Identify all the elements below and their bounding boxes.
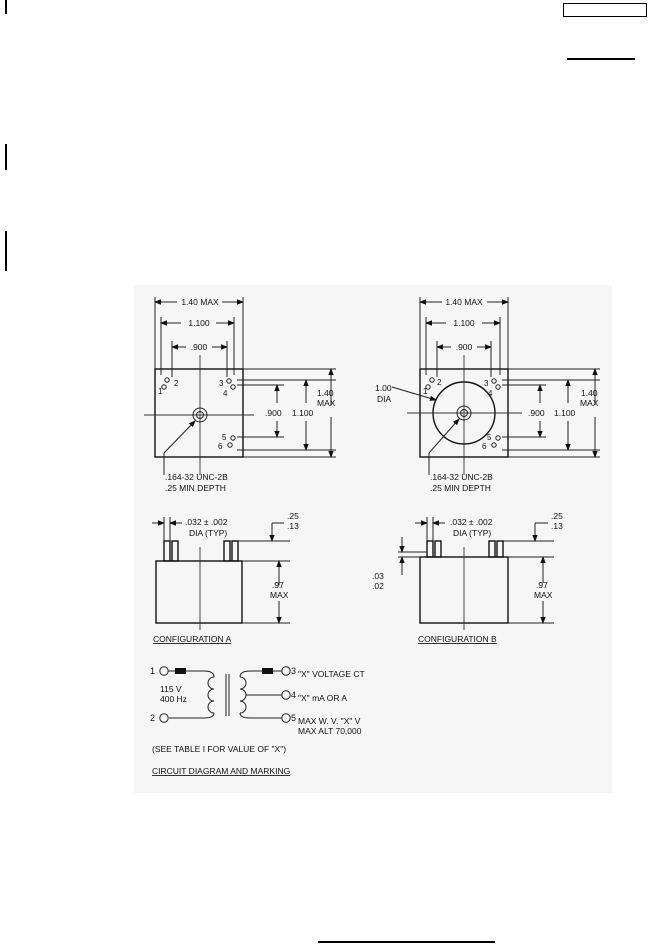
- pin-dia-dim: .032 ± .002: [450, 517, 493, 527]
- terminal-3-marking: "X" VOLTAGE CT: [298, 669, 365, 679]
- pin-6-label: 6: [482, 442, 487, 451]
- circuit-caption: CIRCUIT DIAGRAM AND MARKING: [152, 766, 291, 776]
- circuit-diagram: [150, 666, 365, 776]
- revision-bar: [5, 231, 7, 271]
- pin-5-label: 5: [222, 433, 227, 442]
- body-height-max: MAX: [534, 590, 553, 600]
- dim-height-outer: 1.40: [581, 388, 598, 398]
- header-box: [563, 3, 647, 17]
- thread-spec: .164-32 UNC-2B: [165, 472, 228, 482]
- dim-height-inner: .900: [528, 408, 545, 418]
- terminal-5-label: 5: [291, 713, 297, 723]
- pin-terminal: [228, 443, 232, 447]
- pin-3-label: 3: [484, 379, 489, 388]
- dim-height-mid: 1.100: [292, 408, 314, 418]
- terminal-4-marking: "X" mA OR A: [298, 693, 348, 703]
- terminal-5-marking: MAX W. V. "X" V: [298, 716, 361, 726]
- terminal-3: [282, 667, 290, 675]
- terminal-3-label: 3: [291, 666, 297, 676]
- pin-terminal: [231, 436, 235, 440]
- pin-dia-typ: DIA (TYP): [453, 528, 492, 538]
- pin-2-label: 2: [174, 379, 179, 388]
- dim-height-mid: 1.100: [554, 408, 576, 418]
- footer-rule: [318, 941, 495, 943]
- pin-5-label: 5: [487, 433, 492, 442]
- dim-hole-span: 1.100: [453, 318, 475, 328]
- pin-4-label: 4: [223, 389, 228, 398]
- table-note: (SEE TABLE I FOR VALUE OF "X"): [152, 744, 287, 754]
- pin-dia-dim: .032 ± .002: [185, 517, 228, 527]
- primary-frequency: 400 Hz: [160, 694, 187, 704]
- dia-label: DIA: [377, 394, 392, 404]
- pin-height-min: .13: [551, 521, 563, 531]
- dim-inner-span: .900: [190, 342, 208, 352]
- pin-2-label: 2: [437, 378, 442, 387]
- thread-depth: .25 MIN DEPTH: [165, 483, 226, 493]
- pin-dia-typ: DIA (TYP): [189, 528, 228, 538]
- terminal-pin: [427, 541, 433, 557]
- dim-height-inner: .900: [265, 408, 282, 418]
- thread-spec: .164-32 UNC-2B: [430, 472, 493, 482]
- dim-height-outer-max: MAX: [580, 398, 599, 408]
- standoff-max: .03: [372, 571, 384, 581]
- side-view-b: [372, 511, 563, 644]
- terminal-2-label: 2: [150, 713, 156, 723]
- primary-winding: [208, 677, 214, 713]
- pin-height-max: .25: [551, 511, 563, 521]
- secondary-winding: [240, 677, 246, 713]
- dim-height-outer-max: MAX: [317, 398, 336, 408]
- dim-hole-span: 1.100: [188, 318, 210, 328]
- figure: [134, 285, 612, 793]
- polarity-mark: [175, 668, 186, 674]
- dia-value: 1.00: [375, 383, 392, 393]
- config-b-caption: CONFIGURATION B: [418, 634, 497, 644]
- dim-inner-span: .900: [455, 342, 473, 352]
- pin-terminal: [162, 385, 166, 389]
- terminal-1-label: 1: [150, 666, 156, 676]
- dim-overall-width: 1.40 MAX: [181, 297, 219, 307]
- side-view-a: [152, 511, 299, 644]
- body-outline: [156, 561, 242, 623]
- terminal-5-altitude: MAX ALT 70,000: [298, 726, 362, 736]
- top-view-b: [375, 297, 600, 493]
- header-rule: [567, 58, 635, 60]
- terminal-pin: [164, 541, 170, 561]
- terminal-1: [160, 667, 168, 675]
- pin-1-label: 1: [158, 387, 163, 396]
- thread-depth: .25 MIN DEPTH: [430, 483, 491, 493]
- terminal-4-label: 4: [291, 690, 297, 700]
- drawing: [134, 285, 612, 793]
- pin-1-label: 1: [423, 387, 428, 396]
- pin-terminal: [227, 379, 231, 383]
- body-height: .97: [536, 580, 548, 590]
- top-view-a: [144, 297, 336, 493]
- body-height: .97: [272, 580, 284, 590]
- terminal-2: [160, 714, 168, 722]
- dim-height-outer: 1.40: [317, 388, 334, 398]
- polarity-mark: [262, 668, 273, 674]
- pin-3-label: 3: [219, 379, 224, 388]
- revision-bar: [5, 144, 7, 170]
- pin-terminal: [165, 378, 169, 382]
- pin-height-min: .13: [287, 521, 299, 531]
- revision-bar: [5, 0, 7, 14]
- dim-overall-width: 1.40 MAX: [445, 297, 483, 307]
- body-height-max: MAX: [270, 590, 289, 600]
- pin-terminal: [231, 385, 235, 389]
- pin-4-label: 4: [488, 389, 493, 398]
- terminal-4: [282, 691, 290, 699]
- pin-height-max: .25: [287, 511, 299, 521]
- pin-6-label: 6: [218, 442, 223, 451]
- standoff-min: .02: [372, 581, 384, 591]
- primary-voltage: 115 V: [160, 684, 182, 694]
- terminal-5: [282, 714, 290, 722]
- config-a-caption: CONFIGURATION A: [153, 634, 232, 644]
